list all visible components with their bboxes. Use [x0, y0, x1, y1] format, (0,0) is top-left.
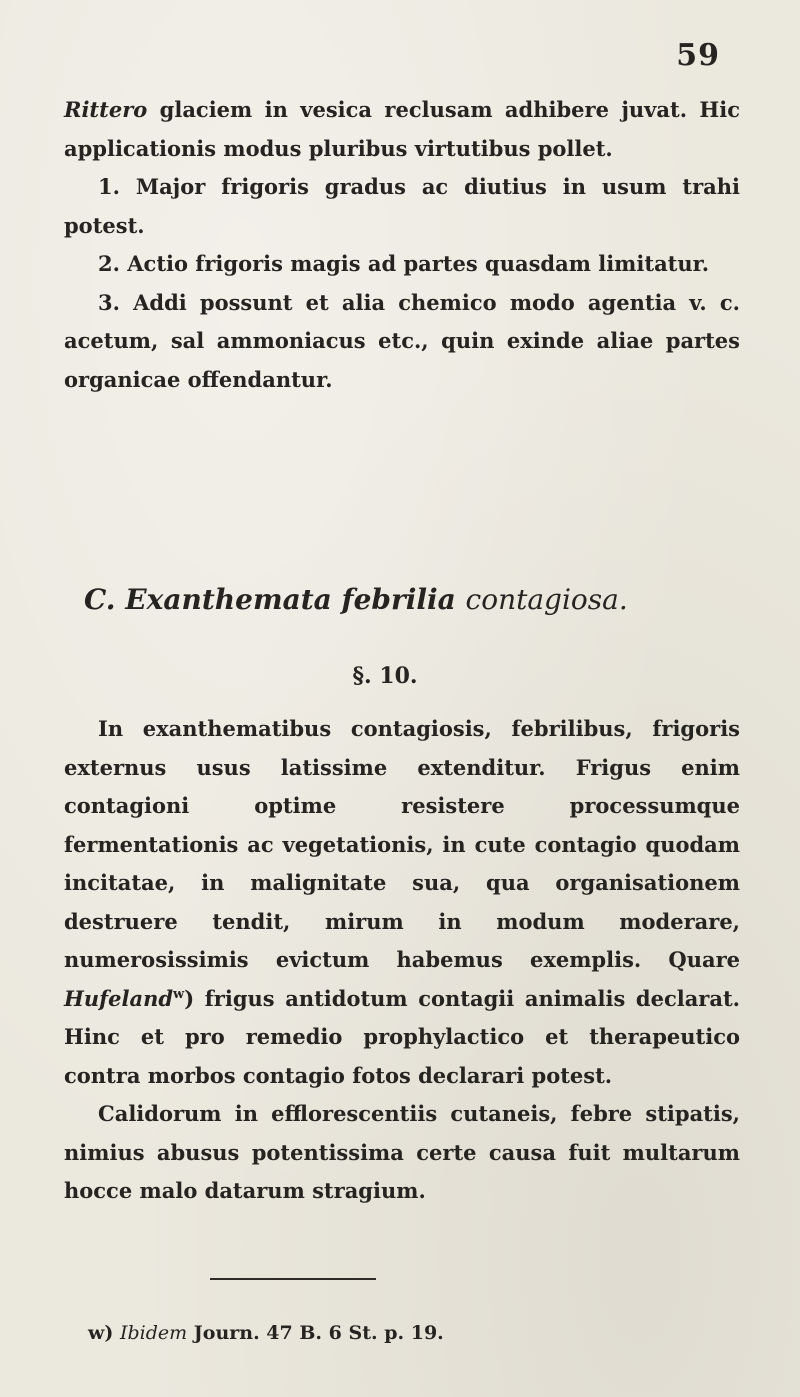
- author-name: Hufeland: [64, 985, 174, 1011]
- footnote-divider: [210, 1278, 376, 1280]
- footnote-mark: w: [173, 986, 185, 1002]
- paragraph-text: glaciem in vesica reclusam adhibere juvat. Hic applicationis modus pluribus virtutibus pollet.: [64, 97, 740, 161]
- list-item-2: 2. Actio frigoris magis ad partes quasdam limitatur.: [98, 251, 710, 276]
- paragraph-text-after: ) frigus antidotum contagii animalis declarat. Hinc et pro remedio prophylactico et therapeutico contra morbos contagio fotos declarari potest.: [64, 985, 740, 1088]
- paragraph-text-before: In exanthematibus contagiosis, febrilibus, frigoris externus usus latissime extenditur. Frigus enim contagioni optime resistere processumque fermentationis ac vegetationis, in cute contagio quodam incitatae, in malignitate sua, qua organisationem destruere tendit, mirum in modum moderare, numerosissimis evictum habemus exemplis. Quare: [64, 716, 740, 972]
- section-number: §. 10.: [352, 663, 418, 689]
- footnote-mark-label: w): [88, 1322, 114, 1344]
- heading-title: Exanthemata febrilia: [125, 583, 456, 616]
- paragraph-calidorum: Calidorum in efflorescentiis cutaneis, febre stipatis, nimius abusus potentissima certe causa fuit multarum hocce malo datarum stragium.: [64, 1101, 740, 1203]
- heading-letter: C.: [84, 583, 116, 616]
- paragraph-contagion: [64, 710, 740, 1095]
- footnote: [88, 1322, 444, 1344]
- text-block-exanthemata: [64, 710, 740, 1211]
- paragraph-rittero: [64, 91, 740, 168]
- section-heading: [84, 583, 628, 616]
- list-item-3: 3. Addi possunt et alia chemico modo agentia v. c. acetum, sal ammoniacus etc., quin exinde aliae partes organicae offendantur.: [64, 289, 740, 392]
- page-number: 59: [676, 38, 720, 73]
- footnote-reference: Ibidem: [119, 1322, 188, 1344]
- footnote-text: Journ. 47 B. 6 St. p. 19.: [193, 1322, 444, 1344]
- list-item-1: 1. Major frigoris gradus ac diutius in usum trahi potest.: [64, 174, 740, 238]
- author-name: Rittero: [64, 97, 148, 122]
- text-block-ice-application: [64, 91, 740, 399]
- heading-title-light: contagiosa.: [465, 583, 628, 616]
